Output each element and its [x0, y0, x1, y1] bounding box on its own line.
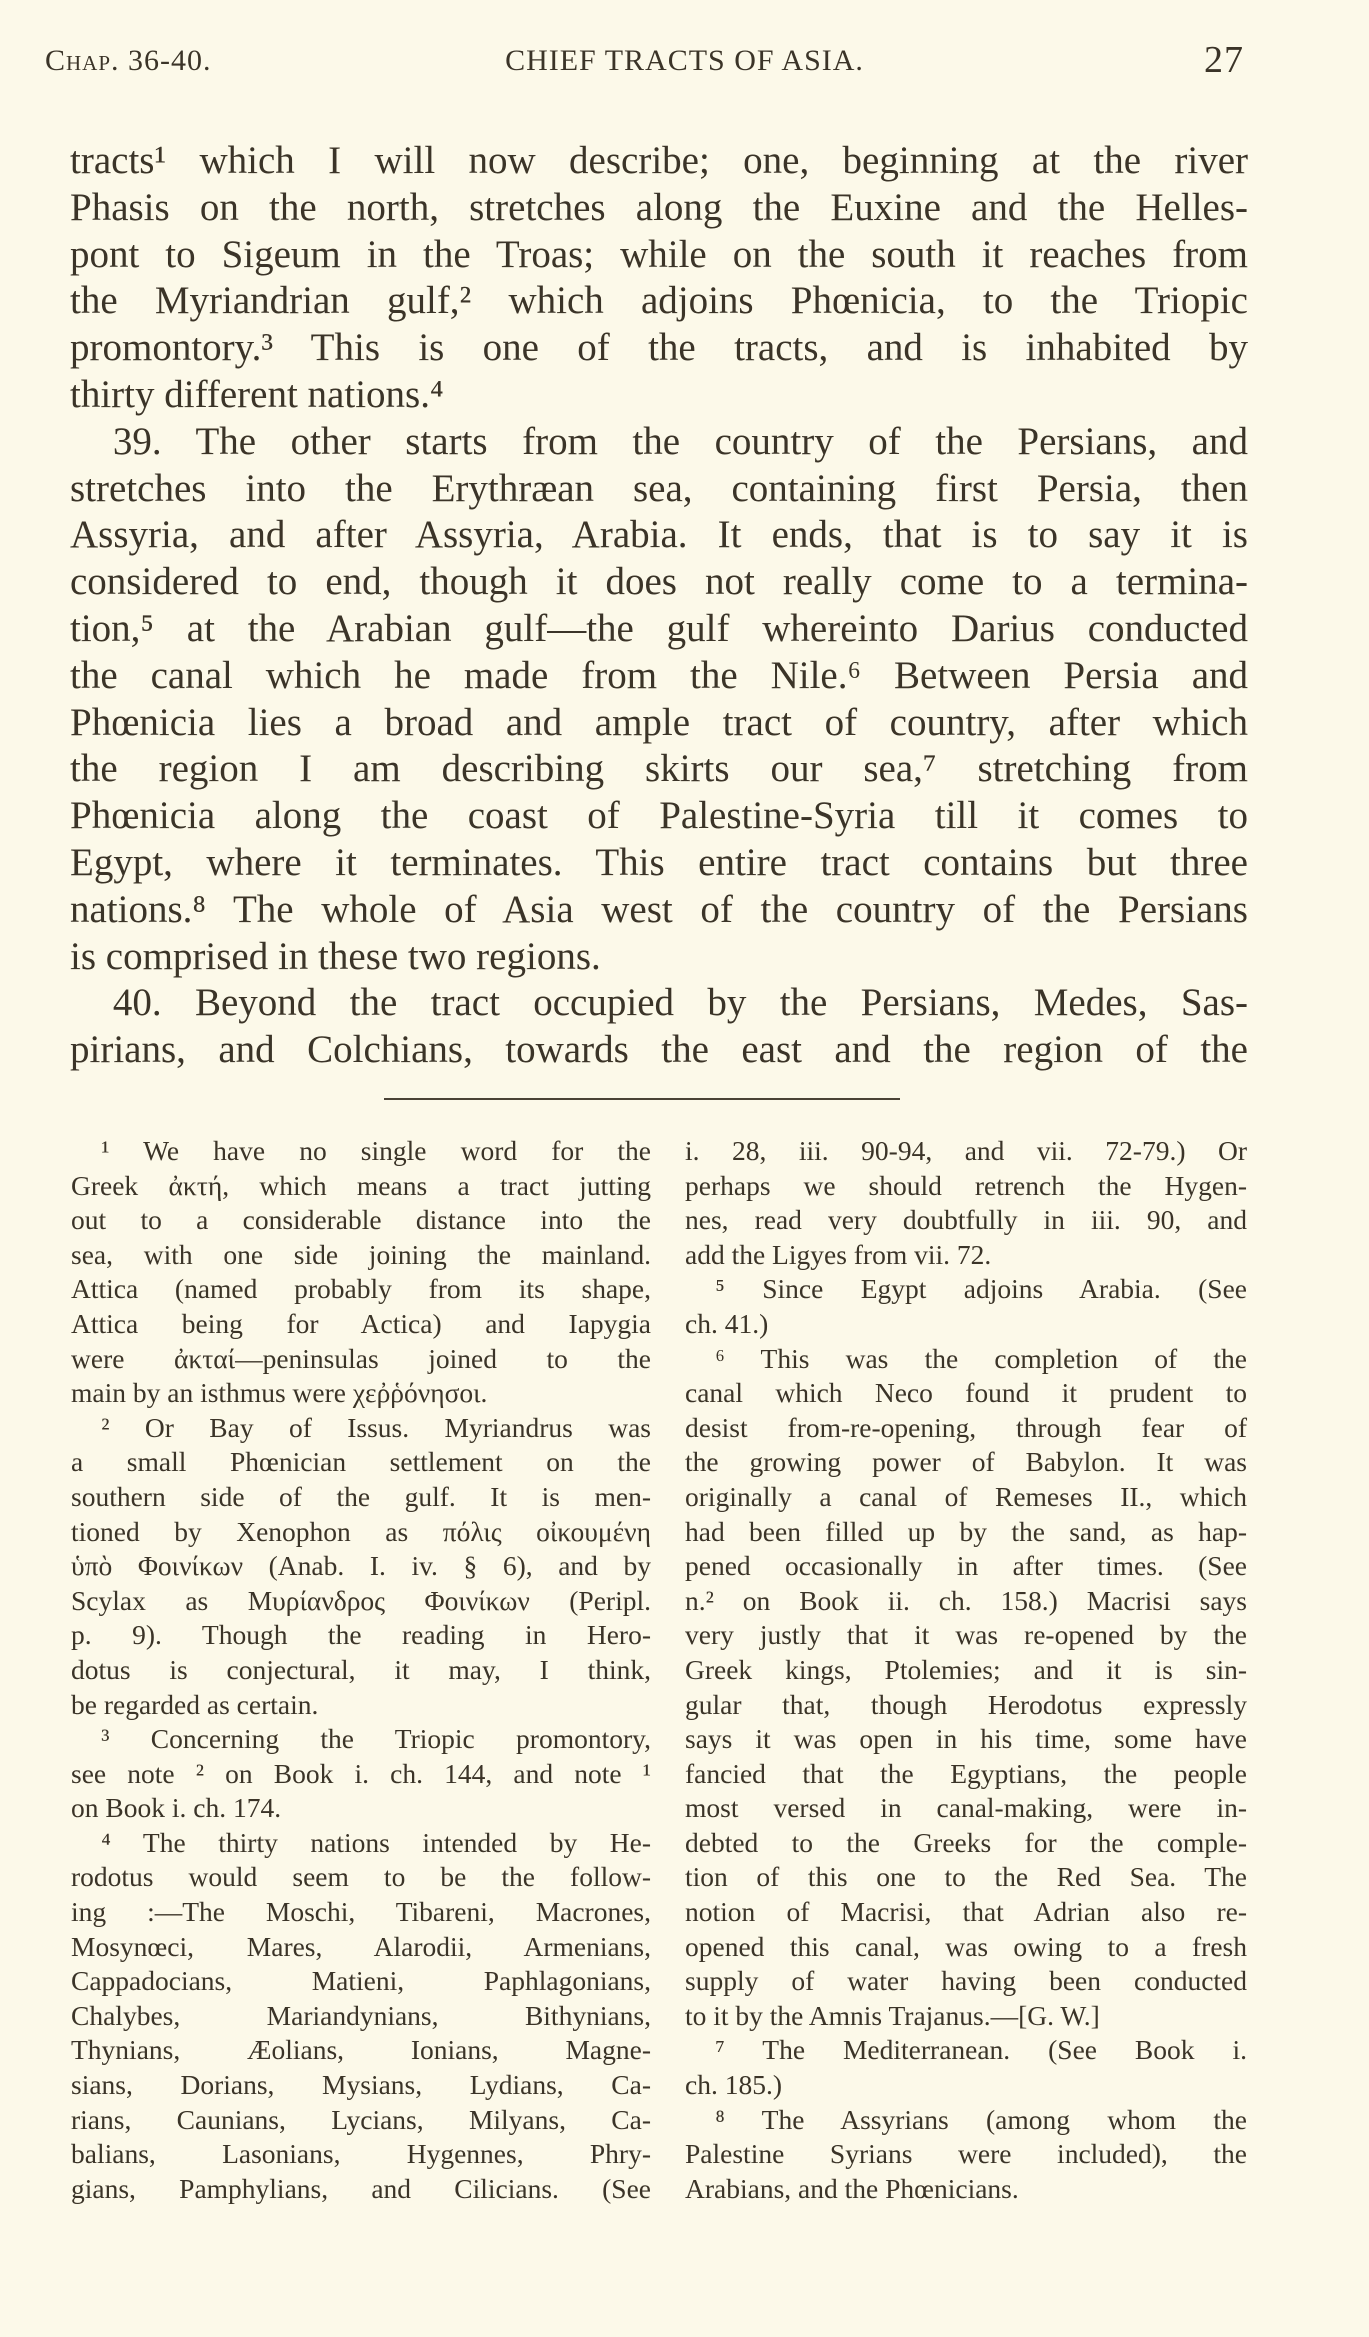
- text-line: very justly that it was re-opened by the: [685, 1619, 1247, 1651]
- text-line: says it was open in his time, some have: [685, 1723, 1247, 1755]
- text-line: Thynians, Æolians, Ionians, Magne-: [71, 2034, 651, 2066]
- text-line: most versed in canal-making, were in-: [685, 1792, 1247, 1824]
- text-line: had been filled up by the sand, as hap-: [685, 1515, 1247, 1547]
- text-line: the growing power of Babylon. It was: [685, 1446, 1247, 1478]
- footnote-divider: [384, 1098, 900, 1100]
- text-line: be regarded as certain.: [71, 1688, 319, 1720]
- footnote: [685, 2033, 1247, 2102]
- text-line: canal which Neco found it prudent to: [685, 1377, 1247, 1409]
- text-line: Egypt, where it terminates. This entire tract contains but three: [70, 840, 1248, 884]
- paragraph: [70, 980, 1248, 1074]
- text-line: Scylax as Μυρίανδρος Φοινίκων (Peripl.: [71, 1584, 651, 1616]
- text-line: gians, Pamphylians, and Cilicians. (See: [71, 2172, 651, 2204]
- text-line: pirians, and Colchians, towards the east and the region of the: [70, 1028, 1248, 1072]
- text-line: out to a considerable distance into the: [71, 1204, 651, 1236]
- footnote: [685, 1272, 1247, 1341]
- text-line: thirty different nations.⁴: [70, 372, 444, 416]
- text-line: pened occasionally in after times. (See: [685, 1550, 1247, 1582]
- text-line: ⁶ This was the completion of the: [715, 1342, 1247, 1374]
- text-line: gular that, though Herodotus expressly: [685, 1688, 1247, 1720]
- text-line: the canal which he made from the Nile.⁶ Between Persia and: [70, 653, 1248, 697]
- text-line: n.² on Book ii. ch. 158.) Macrisi says: [685, 1584, 1247, 1616]
- text-line: the region I am describing skirts our sea,⁷ stretching from: [70, 747, 1248, 791]
- text-line: rodotus would seem to be the follow-: [71, 1861, 651, 1893]
- text-line: tracts¹ which I will now describe; one, beginning at the river: [70, 139, 1248, 182]
- footnote: [685, 2103, 1247, 2207]
- text-line: add the Ligyes from vii. 72.: [685, 1238, 992, 1270]
- text-line: were ἀκταί—peninsulas joined to the: [71, 1342, 651, 1374]
- text-line: Greek kings, Ptolemies; and it is sin-: [685, 1653, 1247, 1685]
- text-line: ¹ We have no single word for the: [101, 1135, 651, 1166]
- text-line: Arabians, and the Phœnicians.: [685, 2172, 1019, 2204]
- text-line: see note ² on Book i. ch. 144, and note ¹: [71, 1757, 651, 1789]
- footnote: [71, 1722, 651, 1826]
- footnotes-left-column: [71, 1134, 651, 2206]
- footnote: [71, 1411, 651, 1722]
- text-line: ing :—The Moschi, Tibareni, Macrones,: [71, 1896, 651, 1928]
- text-line: Phœnicia along the coast of Palestine-Syria till it comes to: [70, 794, 1248, 838]
- text-line: is comprised in these two regions.: [70, 934, 601, 978]
- paragraph: [70, 138, 1248, 419]
- text-line: tion of this one to the Red Sea. The: [685, 1861, 1247, 1893]
- text-line: p. 9). Though the reading in Hero-: [71, 1619, 651, 1651]
- page-number: 27: [1204, 39, 1244, 81]
- text-line: Attica being for Actica) and Iapygia: [71, 1307, 651, 1339]
- running-head-title: CHIEF TRACTS OF ASIA.: [505, 44, 864, 77]
- text-line: Chalybes, Mariandynians, Bithynians,: [71, 1999, 651, 2031]
- text-line: tioned by Xenophon as πόλις οἰκουμένη: [71, 1515, 651, 1547]
- footnote: [685, 1134, 1247, 1272]
- text-line: Cappadocians, Matieni, Paphlagonians,: [71, 1965, 651, 1997]
- text-line: ὑπὸ Φοινίκων (Anab. I. iv. § 6), and by: [71, 1550, 651, 1582]
- text-line: perhaps we should retrench the Hygen-: [685, 1169, 1247, 1201]
- text-line: Phasis on the north, stretches along the Euxine and the Helles-: [70, 185, 1248, 229]
- running-head-chapter: Chap. 36-40.: [45, 44, 212, 77]
- paragraph: [70, 419, 1248, 981]
- text-line: Greek ἀκτή, which means a tract jutting: [71, 1169, 651, 1201]
- text-line: ch. 41.): [685, 1307, 769, 1339]
- text-line: tion,⁵ at the Arabian gulf—the gulf whereinto Darius conducted: [70, 606, 1248, 650]
- text-line: ⁵ Since Egypt adjoins Arabia. (See: [715, 1273, 1247, 1305]
- text-line: Palestine Syrians were included), the: [685, 2138, 1247, 2170]
- text-line: on Book i. ch. 174.: [71, 1792, 282, 1824]
- text-line: southern side of the gulf. It is men-: [71, 1480, 651, 1512]
- text-line: Assyria, and after Assyria, Arabia. It ends, that is to say it is: [70, 513, 1248, 557]
- text-line: ⁴ The thirty nations intended by He-: [101, 1826, 651, 1858]
- text-line: ⁸ The Assyrians (among whom the: [715, 2103, 1247, 2135]
- text-line: Attica (named probably from its shape,: [71, 1273, 651, 1305]
- text-line: the Myriandrian gulf,² which adjoins Phœnicia, to the Triopic: [70, 279, 1248, 323]
- text-line: sea, with one side joining the mainland.: [71, 1238, 651, 1270]
- text-line: opened this canal, was owing to a fresh: [685, 1930, 1247, 1962]
- text-line: main by an isthmus were χεῤῥόνησοι.: [71, 1377, 488, 1409]
- footnote: [71, 1134, 651, 1411]
- text-line: originally a canal of Remeses II., which: [685, 1480, 1247, 1512]
- footnote: [71, 1826, 651, 2207]
- text-line: rians, Caunians, Lycians, Milyans, Ca-: [71, 2103, 651, 2135]
- text-line: pont to Sigeum in the Troas; while on the south it reaches from: [70, 232, 1248, 276]
- text-line: 40. Beyond the tract occupied by the Persians, Medes, Sas-: [112, 981, 1248, 1025]
- footnote: [685, 1342, 1247, 2034]
- text-line: a small Phœnician settlement on the: [71, 1446, 651, 1478]
- text-line: desist from-re-opening, through fear of: [685, 1411, 1247, 1443]
- body-text: [70, 138, 1248, 1074]
- text-line: sians, Dorians, Mysians, Lydians, Ca-: [71, 2069, 651, 2101]
- text-line: supply of water having been conducted: [685, 1965, 1247, 1997]
- text-line: to it by the Amnis Trajanus.—[G. W.]: [685, 1999, 1100, 2031]
- text-line: balians, Lasonians, Hygennes, Phry-: [71, 2138, 651, 2170]
- text-line: fancied that the Egyptians, the people: [685, 1757, 1247, 1789]
- text-line: i. 28, iii. 90-94, and vii. 72-79.) Or: [685, 1135, 1247, 1166]
- text-line: Phœnicia lies a broad and ample tract of country, after which: [70, 700, 1248, 744]
- text-line: notion of Macrisi, that Adrian also re-: [685, 1896, 1247, 1928]
- footnotes-right-column: [685, 1134, 1247, 2206]
- text-line: promontory.³ This is one of the tracts, and is inhabited by: [70, 326, 1248, 370]
- text-line: ⁷ The Mediterranean. (See Book i.: [715, 2034, 1247, 2066]
- text-line: ² Or Bay of Issus. Myriandrus was: [101, 1411, 651, 1443]
- text-line: Mosynœci, Mares, Alarodii, Armenians,: [71, 1930, 651, 1962]
- text-line: nations.⁸ The whole of Asia west of the country of the Persians: [70, 887, 1248, 931]
- text-line: considered to end, though it does not really come to a termina-: [70, 560, 1248, 604]
- text-line: debted to the Greeks for the comple-: [685, 1826, 1247, 1858]
- text-line: nes, read very doubtfully in iii. 90, and: [685, 1204, 1247, 1236]
- text-line: 39. The other starts from the country of the Persians, and: [112, 419, 1248, 463]
- text-line: dotus is conjectural, it may, I think,: [71, 1653, 651, 1685]
- text-line: ³ Concerning the Triopic promontory,: [101, 1723, 651, 1755]
- text-line: stretches into the Erythræan sea, containing first Persia, then: [70, 466, 1248, 510]
- text-line: ch. 185.): [685, 2069, 782, 2101]
